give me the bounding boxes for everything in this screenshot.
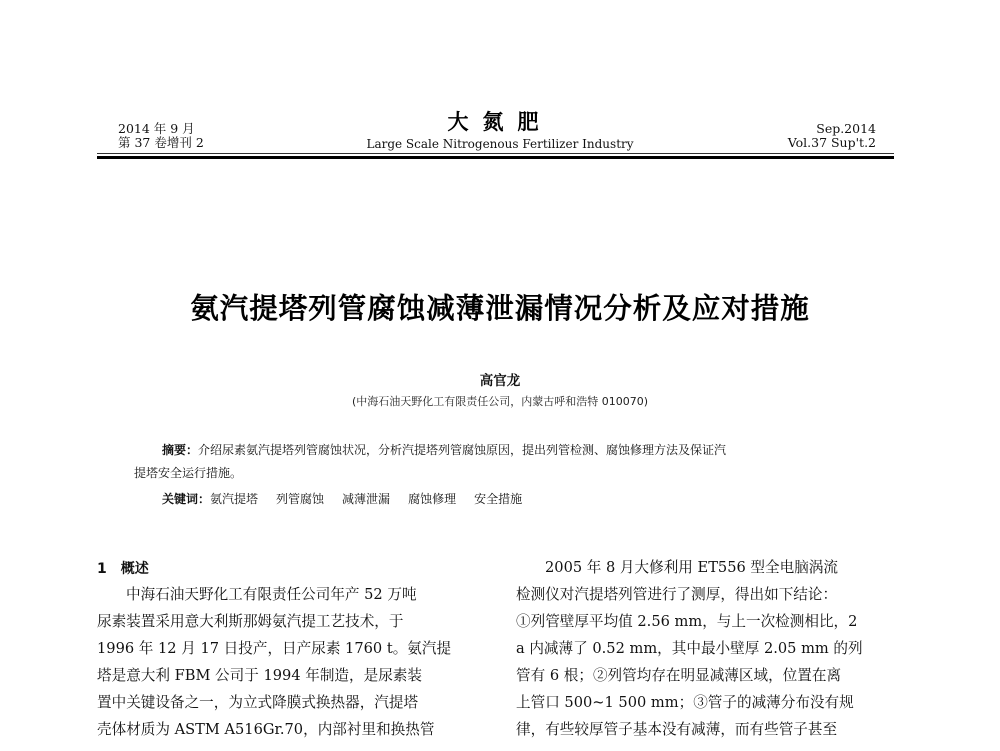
section-number: 1 <box>97 561 107 577</box>
right-col-line-4: a 内减薄了 0.52 mm，其中最小壁厚 2.05 mm 的列 <box>516 640 863 657</box>
left-col-line-3: 1996 年 12 月 17 日投产，日产尿素 1760 t。氨汽提 <box>97 640 452 657</box>
header-date-volume-en <box>788 122 876 150</box>
left-col-line-4: 塔是意大利 FBM 公司于 1994 年制造，是尿素装 <box>97 667 422 684</box>
header-date-en: Sep.2014 <box>816 121 876 136</box>
header-rule-thick <box>97 156 894 159</box>
header-volume-en: Vol.37 Sup't.2 <box>787 135 876 150</box>
header-volume: 第 37 卷增刊 2 <box>118 135 204 150</box>
right-col-line-5: 管有 6 根；②列管均存在明显减薄区域，位置在离 <box>516 667 842 684</box>
article-author: 高官龙 <box>479 373 521 389</box>
abstract-text-1: 介绍尿素氨汽提塔列管腐蚀状况，分析汽提塔列管腐蚀原因，提出列管检测、腐蚀修理方法及保证汽 <box>198 443 727 457</box>
section-title: 概述 <box>120 561 149 577</box>
keyword-item: 列管腐蚀 <box>276 492 325 506</box>
keyword-item: 安全措施 <box>474 492 523 506</box>
keywords-line <box>162 490 540 507</box>
keyword-item: 腐蚀修理 <box>408 492 457 506</box>
abstract-line-2: 提塔安全运行措施。 <box>134 466 243 480</box>
left-col-line-2: 尿素装置采用意大利斯那姆氨汽提工艺技术，于 <box>97 613 404 630</box>
header-rule-thin <box>97 153 894 154</box>
abstract-line-1 <box>162 441 726 458</box>
left-col-line-6: 壳体材质为 ASTM A516Gr.70，内部衬里和换热管 <box>97 721 435 738</box>
left-col-line-1: 中海石油天野化工有限责任公司年产 52 万吨 <box>126 586 417 603</box>
abstract-label: 摘要： <box>162 443 199 457</box>
right-col-line-6: 上管口 500~1 500 mm；③管子的减薄分布没有规 <box>516 694 854 711</box>
article-affiliation: (中海石油天野化工有限责任公司，内蒙古呼和浩特 010070) <box>351 395 649 408</box>
keywords-label: 关键词： <box>162 492 211 506</box>
section-1-heading <box>97 558 149 578</box>
header-date: 2014 年 9 月 <box>118 121 195 136</box>
left-col-line-5: 置中关键设备之一，为立式降膜式换热器，汽提塔 <box>97 694 419 711</box>
journal-logo: 大氮肥 <box>447 109 553 134</box>
right-col-line-2: 检测仪对汽提塔列管进行了测厚，得出如下结论： <box>516 586 838 603</box>
right-col-line-3: ①列管壁厚平均值 2.56 mm，与上一次检测相比，2 <box>516 613 858 630</box>
keyword-item: 减薄泄漏 <box>342 492 391 506</box>
right-col-line-1: 2005 年 8 月大修利用 ET556 型全电脑涡流 <box>545 559 838 576</box>
journal-english-name: Large Scale Nitrogenous Fertilizer Industry <box>366 137 634 151</box>
article-title: 氨汽提塔列管腐蚀减薄泄漏情况分析及应对措施 <box>190 292 810 325</box>
right-col-line-7: 律，有些较厚管子基本没有减薄，而有些管子甚至 <box>516 721 838 738</box>
keyword-item: 氨汽提塔 <box>210 492 259 506</box>
